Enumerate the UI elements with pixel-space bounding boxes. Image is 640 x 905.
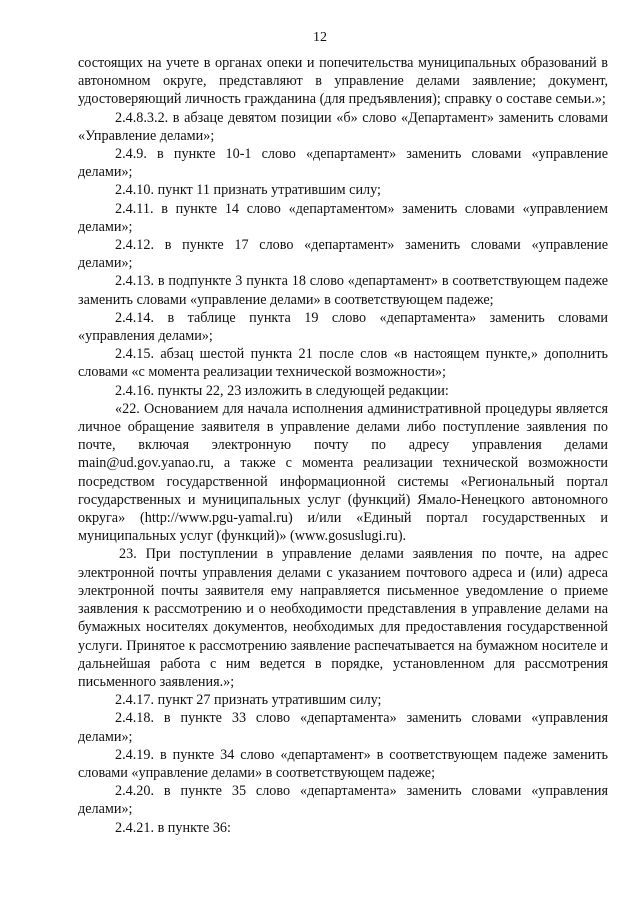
paragraph-2-4-11: 2.4.11. в пункте 14 слово «департаментом» заменить словами «управлением делами»; (78, 200, 608, 235)
document-body (78, 54, 608, 837)
paragraph-2-4-18: 2.4.18. в пункте 33 слово «департамента» заменить словами «управления делами»; (78, 710, 608, 745)
quoted-paragraph-23: 23. При поступлении в управление делами заявления по почте, на адрес электронной почты управления делами с указанием почтового адреса и (или) адреса электронной почты заявителя ему направляется письменное уведомление о приеме заявления к рассмотрению и о необходимости представления в управление делами на бумажных носителях документов, необходимых для предоставления государственной услуги. Принятое к рассмотрению заявление распечатывается на бумажном носителе и дальнейшая работа с ним ведется в порядке, установленном для рассмотрения письменного заявления.»; (78, 546, 608, 690)
paragraph-2-4-19: 2.4.19. в пункте 34 слово «департамент» в соответствующем падеже заменить словами «управление делами» в соответствующем падеже; (78, 746, 608, 781)
quoted-paragraph-22: «22. Основанием для начала исполнения административной процедуры является личное обращение заявителя в управление делами либо поступление заявления по почте, включая электронную почту по адресу управления делами main@ud.gov.yanao.ru, а также с момента реализации технической возможности посредством государственной информационной системы «Региональный портал государственных и муниципальных услуг (функций) Ямало-Ненецкого автономного округа» (http://www.pgu-yamal.ru) и/или «Единый портал государственных и муниципальных услуг (функций)» (www.gosuslugi.ru). (78, 400, 608, 545)
paragraph-2-4-13: 2.4.13. в подпункте 3 пункта 18 слово «департамент» в соответствующем падеже заменить словами «управление делами» в соответствующем падеже; (78, 273, 608, 308)
paragraph-2-4-17: 2.4.17. пункт 27 признать утратившим силу; (115, 692, 382, 709)
paragraph-2-4-15: 2.4.15. абзац шестой пункта 21 после слов «в настоящем пункте,» дополнить словами «с момента реализации технической возможности»; (78, 346, 608, 381)
paragraph-2-4-9: 2.4.9. в пункте 10-1 слово «департамент» заменить словами «управление делами»; (78, 146, 608, 181)
paragraph-2-4-10: 2.4.10. пункт 11 признать утратившим силу; (115, 182, 381, 199)
page-number: 12 (313, 30, 327, 45)
paragraph-continuation: состоящих на учете в органах опеки и попечительства муниципальных образований в автономном округе, представляют в управление делами заявление; документ, удостоверяющий личность гражданина (для предъявления); справку о составе семьи.»; (78, 55, 608, 108)
paragraph-2-4-14: 2.4.14. в таблице пункта 19 слово «департамента» заменить словами «управления делами»; (78, 309, 608, 345)
paragraph-2-4-21: 2.4.21. в пункте 36: (115, 819, 231, 836)
paragraph-2-4-16: 2.4.16. пункты 22, 23 изложить в следующей редакции: (115, 382, 449, 399)
paragraph-2-4-12: 2.4.12. в пункте 17 слово «департамент» заменить словами «управление делами»; (78, 237, 608, 272)
paragraph-2-4-20: 2.4.20. в пункте 35 слово «департамента» заменить словами «управления делами»; (78, 783, 608, 818)
paragraph-2-4-8-3-2: 2.4.8.3.2. в абзаце девятом позиции «б» слово «Департамент» заменить словами «Управление делами»; (78, 109, 608, 144)
